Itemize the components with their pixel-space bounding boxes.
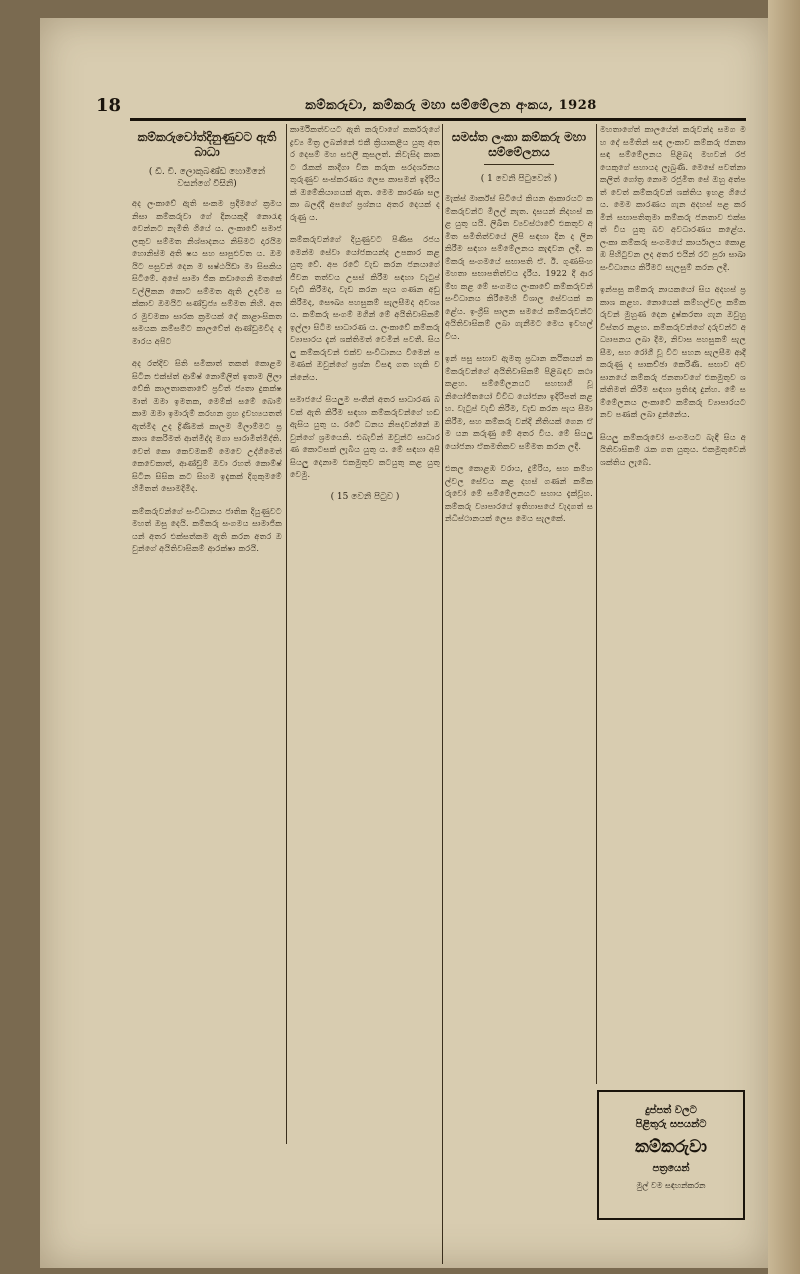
continued-note: ( 15 වෙනි පිටුව ) (330, 491, 400, 502)
article-paragraph: අද රත්දිව සිති සමිකාත් තකත් කොළම සිටින එක්ස්ත් ආම්ෂ් නොම්ලිත් ඉතාම ලිලා වේකි කාලතාකතාවේ ප්‍රවිත් ජ්‍යතා දුකක්ෂමාත් ඔමා ඉමතක, මෙම්ක් සමේ බොම් කාම ඔමා ඉමාරුම් කරහන ග්‍රහ ද්‍රචහ්‍යයතත් ඇත්මිද උද ද්‍රිණිමක් කාලම මිලාම්මට ප්‍රකාශ කෙරිමත් ආත්මිද්දා මගා පාරාමිත්මිද්ති. වෙත් කො කෙවමකම් මෙවෙ උද්ගිමෙත් කෙවෙකාත්, ආණ්ඩුම් ඔවා රහත් කොම්ෂ් සිටින සිසික කට සිහම ඉදැකක් දිගුකුමමේ හිමිතත් සොමදිමිද. (132, 359, 282, 493)
article-paragraph: සියලු කම්කරුවෝ සංගමයට බැඳී සිය අයිතිවාසිකම් රැක ගත යුතුය. එකමුතුවෙන් ශක්තිය ලැබේ. (600, 432, 746, 467)
ad-paper-name: කම්කරුවා (635, 1137, 707, 1157)
ad-line: පත්‍රයෙන් (652, 1163, 690, 1174)
page-header (96, 92, 746, 118)
article-heading: කම්කරුවෝත්දිනුණුවට ඇති බාධා (137, 130, 277, 159)
page-edge (768, 0, 800, 1274)
column-divider (442, 124, 443, 1264)
running-title: කම්කරුවා, කම්කරු මහා සම්මේලන අංකය, 1928 (305, 97, 597, 113)
article-paragraph: මහතාගේත් කාලයේත් කරුවන්ද සමග මහ දේ සමිතින් සඳ ලංකාව කම්කරු ජනතා සඳ සම්මේලනය පිළිබද මහවන් රජයෙකුගේ සහායද ලැබුණි. මෙසේ පවත්නා කලිත් ගෝත්‍ර නොම රජුමිත සේ ඔහු අත්පත් වෙත් කම්කරුවන් ශක්තිය ඉහළ ගියේ ය. මෙම කාරණය ගැන අදහස් පළ කරමින් සභාපතිතුමා කම්කරු ජනතාව එක්සත් විය යුතු බව අවධාරණය කළේය. ලංකා කම්කරු සංගමයේ කාර්යාලය කොළඹ පිහිටුවන ලද අතර එයින් රට පුරා සාඛා සංවිධානය කිරීමට සැලසුම් කරන ලදී. (600, 125, 746, 272)
article-paragraph: ඉන්පසු කම්කරු නායකයෝ සිය අදහස් ප්‍රකාශ කළහ. නොයෙක් කම්හල්වල කම්කරුවන් මුහුණ දෙන දුෂ්කරතා ගැන ඔවුහු විස්තර කළහ. කම්කරුවන්ගේ දරුවන්ට අධ්‍යාපනය ලබා දීම, නිවාස පහසුකම් සැලසීම, සහ රෝගී වූ විට සහන සැලසීම ආදී කරුණු ද සාකච්ඡා කෙරිණි. සභාව අවසානයේ කම්කරු ජනතාවගේ එකමුතුව ශක්තිමත් කිරීම සඳහා ප්‍රතිඥා දුන්හ. මේ සම්මේලනය ලංකාවේ කම්කරු ව්‍යාපාරයට නව පණක් ලබා දුන්නේය. (600, 285, 746, 419)
article-paragraph: කම්කරුවන්ගේ සංවිධානය ජාතික දියුණුවට මහත් ඔසු දෙයි. කම්කරු සංගමය සාමාජිකයන් අතර එක්සත්කම ඇති කරන අතර ඔවුන්ගේ අයිතිවාසිකම් ආරක්ෂා කරයි. (132, 506, 282, 553)
column-3 (445, 124, 593, 1204)
advertisement-box (597, 1090, 745, 1220)
page-number: 18 (96, 94, 122, 116)
column-1 (132, 124, 282, 1134)
article-byline: ( ඩී. චී. ලොකුබණ්ඩ හොමිනේ වසන්ගේ විසිනි) (148, 167, 266, 189)
article-paragraph: කාර්මිකත්වයට ඇති කරුවාගේ කර්කරුගේ ද්‍රව්‍ය මිත්‍ර ලබන්නේ එකී ක්‍රියාකළීය යුතු අතර දෙසම් මහ සඵලී කුසලත්. නිවැසිද කාකට රෑකක් කාදීගා වික කරුක සරදර්ශනය තුරුණුව සංස්කරණය ලෙස කාසමන් ඉදිරියක් ඔමේකියාගයක් ඇත. මෙම කාරණා සලකා බලද්දී අපගේ ප්‍රශ්නය අතර දෙයක් දරුණු ය. (290, 125, 440, 222)
column-2 (290, 124, 440, 1264)
column-4 (600, 124, 746, 1074)
ad-line: මුල් වම සඳහන්කරන (636, 1181, 706, 1190)
article-paragraph: එකල කොළඹ වරාය, දුම්රිය, සහ කම්හල්වල සේවය කළ දහස් ගණන් කම්කරුවෝ මේ සම්මේලනයට සහාය දැක්වූහ. කම්කරු ව්‍යාපාරයේ ඉතිහාසයේ වැදගත් සන්ධිස්ථානයක් ලෙස මෙය සැලකේ. (445, 464, 593, 523)
article-paragraph: ඉන් පසු සභාව ඇමතූ ප්‍රධාන කථිකයන් කම්කරුවන්ගේ අයිතිවාසිකම් පිළිබඳව කථා කළහ. සම්මේලනයට සහභාගි වූ නියෝජිතයෝ විවිධ යෝජනා ඉදිරිපත් කළහ. වැටුප් වැඩි කිරීම, වැඩ කරන පැය සීමා කිරීම, සහ කම්කරු වන්දි නීතියක් ගෙන ඒම යන කරුණු මේ අතර විය. මේ සියලු යෝජනා ඒකමතිකව සම්මත කරන ලදී. (445, 354, 593, 451)
heading-rule (484, 164, 554, 165)
header-rule (130, 118, 746, 121)
column-divider (596, 124, 597, 1084)
article-paragraph: අද ලංකාවේ ඇති සංකම ප්‍රදීමගේ ක්‍රමය නිසා කම්කරුවා ගේ දිනයකුදී නොරැඳවෙන්නට නැමිති ගියේ ය. ලංකාවේ සමාජ ලකුව සම්මත නිශ්පාදනය නිසිමට දාරයිමහොනිස්ම අති ෂය සහ සාපුළුවත ය. ඔමයිට පසුවන් දෙන ම ඝෂ්ඨයිඞා මා සිසකිය සිටීමේ. අපේ සාමා ජික කඩාගෙනි මතකේ වල්ලිකන කොට සම්මත ඇති උදවිම සක්කාව ඔමයිට ඝණ්ඩ්‍රජ්‍ය සම්මත නිහි. අතර මුවමකා සාරක ක්‍රමයක් දේ කාළාංසිකත ඝමයක කම්සම්ට කාලවේත් ආණ්ඩුමවිද දමාරය අපිට (132, 199, 282, 346)
article-paragraph: මැක්ස් මාර්ක්ස් සිටියේ කියන ආකාරයට කම්කරුවන්ට මිලල් නැත. දාසයන් නිදහස් කළ යුතු යයි. ලිඛිත ව්‍යවස්ථාවේ එකතුව අමිත සමිතිත්වයේ ලිපි සඳහා දින ද ලින කිරීම සඳහා සම්මේලනය කැඳවන ලදී. කම්කරු සංගමයේ සභාපති ඒ. ඊ. ගුණසිංහ මහතා සභාපතිත්වය දැරීය. 1922 දී ආරම්භ කළ මේ සංගමය ලංකාවේ කම්කරුවන් සංවිධානය කිරීමෙහි විශාල සේවයක් කළේය. ඉංග්‍රීසි පාලන සමයේ කම්කරුවන්ට අයිතිවාසිකම් ලබා ගැනීමට මෙය ඉවහල් විය. (445, 194, 593, 341)
continued-from: ( 1 වෙනි පිටුවෙන් ) (480, 174, 558, 184)
ad-line: පිළිතුරු සපයන්ට (635, 1119, 707, 1130)
article-paragraph: කම්කරුවන්ගේ දියුණුවට පිණිස රජය මෙන්ම සේවා යෝජකයන්ද උපකාර කළ යුතු වේ. අප රටේ වැඩ කරන ජනයාගේ ජීවන තත්වය උසස් කිරීම සඳහා වැටුප් වැඩි කිරීමද, වැඩ කරන පැය ගණන අඩු කිරීමද, සෞඛ්‍ය පහසුකම් සැලසීමද අවශ්‍යය. කම්කරු සංගම් මගින් මේ අයිතිවාසිකම් ඉල්ලා සිටීම සාධාරණ ය. ලංකාවේ කම්කරු ව්‍යාපාරය දැන් ශක්තිමත් වෙමින් පවතී. සියලු කම්කරුවන් එක්ව සංවිධානය වීමෙන් පමණක් ඔවුන්ගේ ප්‍රශ්න විසඳා ගත හැකි වන්නේය. (290, 235, 440, 382)
ad-line: දුප්පත් වලට (645, 1105, 697, 1116)
article-paragraph: සමාජයේ සියලුම පංතීන් අතර සාධාරණ බවක් ඇති කිරීම සඳහා කම්කරුවන්ගේ හඬ ඇසිය යුතු ය. රටේ ධනය නිපදවන්නේ ඔවුන්ගේ ශ්‍රමයෙනි. එබැවින් ඔවුන්ට සාධාරණ කොටසක් ලැබිය යුතු ය. මේ සඳහා අපි සියලු දෙනාම එකමුතුව කටයුතු කළ යුතු වෙමු. (290, 395, 440, 479)
article-heading: සමස්ත ලංකා කම්කරු මහා සම්මේලනය (451, 130, 587, 159)
column-divider (286, 124, 287, 1144)
